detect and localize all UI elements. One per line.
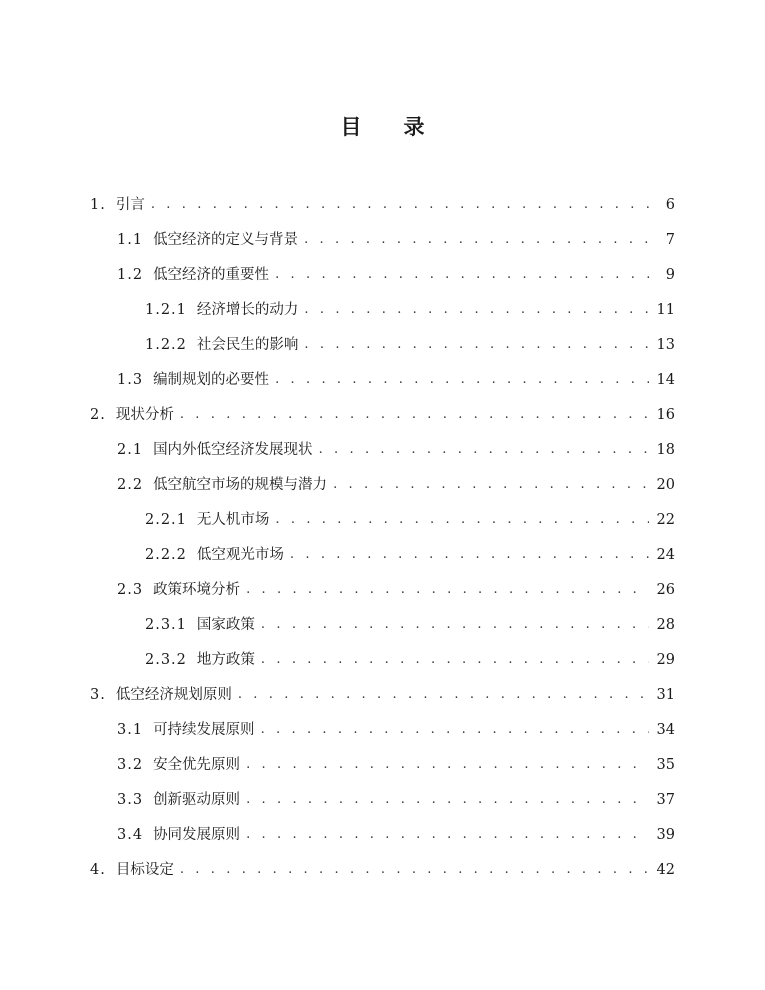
toc-entry-number: 2.2 bbox=[117, 476, 144, 493]
dot-leader bbox=[275, 370, 648, 390]
toc-entry-page: 34 bbox=[656, 721, 675, 738]
toc-entry-page: 14 bbox=[656, 371, 675, 388]
dot-leader bbox=[333, 475, 648, 495]
toc-entry-page: 31 bbox=[656, 686, 675, 703]
toc-entry-title: 低空经济的重要性 bbox=[153, 266, 270, 283]
toc-entry-title: 创新驱动原则 bbox=[153, 791, 241, 808]
toc-entry-title: 可持续发展原则 bbox=[153, 721, 255, 738]
dot-leader bbox=[261, 650, 649, 670]
toc-entry-title: 低空经济的定义与背景 bbox=[153, 231, 299, 248]
dot-leader bbox=[238, 685, 649, 705]
toc-entry-title: 引言 bbox=[115, 196, 145, 213]
toc-entry-title: 经济增长的动力 bbox=[196, 301, 299, 318]
toc-entry-title: 政策环境分析 bbox=[153, 581, 241, 598]
dot-leader bbox=[246, 825, 648, 845]
dot-leader bbox=[319, 440, 649, 460]
dot-leader bbox=[275, 510, 648, 530]
toc-entry-number: 1. bbox=[90, 196, 106, 213]
toc-entry-title: 协同发展原则 bbox=[153, 826, 241, 843]
toc-entry-title: 安全优先原则 bbox=[153, 756, 241, 773]
toc-entry-number: 2.2.1 bbox=[145, 511, 187, 528]
dot-leader bbox=[290, 545, 649, 565]
toc-entry-number: 4. bbox=[90, 861, 106, 878]
toc-entry-page: 37 bbox=[656, 791, 675, 808]
dot-leader bbox=[246, 755, 648, 775]
toc-entry-page: 20 bbox=[656, 476, 675, 493]
toc-entry-2[interactable] bbox=[90, 397, 675, 432]
toc-entry-number: 3.3 bbox=[117, 791, 144, 808]
toc-entry-title: 低空经济规划原则 bbox=[115, 686, 232, 703]
toc-entry-number: 1.2 bbox=[117, 266, 144, 283]
toc-entry-number: 2.2.2 bbox=[145, 546, 187, 563]
toc-entry-3-4[interactable] bbox=[117, 817, 675, 852]
toc-entry-page: 24 bbox=[656, 546, 675, 563]
dot-leader bbox=[261, 720, 649, 740]
dot-leader bbox=[304, 300, 648, 320]
toc-entry-title: 无人机市场 bbox=[196, 511, 270, 528]
toc-entry-page: 39 bbox=[656, 826, 675, 843]
toc-entry-2-2-2[interactable] bbox=[145, 537, 675, 572]
toc-entry-1-2-2[interactable] bbox=[145, 327, 675, 362]
toc-entry-2-3-2[interactable] bbox=[145, 642, 675, 677]
toc-entry-1-2[interactable] bbox=[117, 257, 675, 292]
toc-entry-2-3[interactable] bbox=[117, 572, 675, 607]
dot-leader bbox=[304, 335, 648, 355]
dot-leader bbox=[180, 860, 649, 880]
toc-entry-page: 29 bbox=[656, 651, 675, 668]
dot-leader bbox=[275, 265, 651, 285]
toc-entry-number: 1.2.1 bbox=[145, 301, 187, 318]
toc-title: 目录 bbox=[340, 115, 467, 139]
toc-entry-3[interactable] bbox=[90, 677, 675, 712]
toc-entry-title: 编制规划的必要性 bbox=[153, 371, 270, 388]
toc-entry-2-3-1[interactable] bbox=[145, 607, 675, 642]
toc-entry-page: 18 bbox=[656, 441, 675, 458]
toc-entry-page: 22 bbox=[656, 511, 675, 528]
toc-entry-title: 目标设定 bbox=[115, 861, 174, 878]
toc-entry-page: 42 bbox=[656, 861, 675, 878]
toc-entry-page: 16 bbox=[656, 406, 675, 423]
toc-entry-title: 低空观光市场 bbox=[196, 546, 284, 563]
toc-entry-page: 26 bbox=[656, 581, 675, 598]
toc-entry-1-1[interactable] bbox=[117, 222, 675, 257]
toc-entry-title: 现状分析 bbox=[115, 406, 174, 423]
toc-entry-1-2-1[interactable] bbox=[145, 292, 675, 327]
toc-entry-title: 低空航空市场的规模与潜力 bbox=[153, 476, 328, 493]
toc-entry-3-2[interactable] bbox=[117, 747, 675, 782]
toc-entry-2-2[interactable] bbox=[117, 467, 675, 502]
toc-entry-number: 3. bbox=[90, 686, 106, 703]
toc-entry-number: 3.4 bbox=[117, 826, 144, 843]
toc-entry-number: 2. bbox=[90, 406, 106, 423]
toc-entry-1-3[interactable] bbox=[117, 362, 675, 397]
dot-leader bbox=[246, 790, 648, 810]
dot-leader bbox=[246, 580, 648, 600]
toc-entry-3-1[interactable] bbox=[117, 712, 675, 747]
toc-entry-title: 社会民生的影响 bbox=[196, 336, 299, 353]
toc-entry-3-3[interactable] bbox=[117, 782, 675, 817]
toc-entry-page: 35 bbox=[656, 756, 675, 773]
toc-entry-2-1[interactable] bbox=[117, 432, 675, 467]
toc-entry-4[interactable] bbox=[90, 852, 675, 887]
toc-entry-page: 6 bbox=[665, 196, 675, 213]
toc-entry-number: 1.2.2 bbox=[145, 336, 187, 353]
toc-entry-number: 3.2 bbox=[117, 756, 144, 773]
toc-entry-1[interactable] bbox=[90, 187, 675, 222]
toc-entry-title: 地方政策 bbox=[196, 651, 255, 668]
toc-entry-page: 13 bbox=[656, 336, 675, 353]
toc-entry-page: 11 bbox=[656, 301, 675, 318]
toc-entry-number: 1.3 bbox=[117, 371, 144, 388]
toc-entry-title: 国内外低空经济发展现状 bbox=[153, 441, 313, 458]
toc-entry-title: 国家政策 bbox=[196, 616, 255, 633]
toc-entry-number: 1.1 bbox=[117, 231, 144, 248]
toc-entry-page: 7 bbox=[665, 231, 675, 248]
toc-entry-page: 28 bbox=[656, 616, 675, 633]
dot-leader bbox=[261, 615, 649, 635]
toc-entry-2-2-1[interactable] bbox=[145, 502, 675, 537]
toc-entry-number: 3.1 bbox=[117, 721, 144, 738]
dot-leader bbox=[180, 405, 649, 425]
toc-entry-number: 2.3 bbox=[117, 581, 144, 598]
toc-entry-number: 2.3.1 bbox=[145, 616, 187, 633]
dot-leader bbox=[151, 195, 651, 215]
toc-entry-number: 2.1 bbox=[117, 441, 144, 458]
toc-entry-page: 9 bbox=[665, 266, 675, 283]
toc-entry-number: 2.3.2 bbox=[145, 651, 187, 668]
dot-leader bbox=[304, 230, 651, 250]
